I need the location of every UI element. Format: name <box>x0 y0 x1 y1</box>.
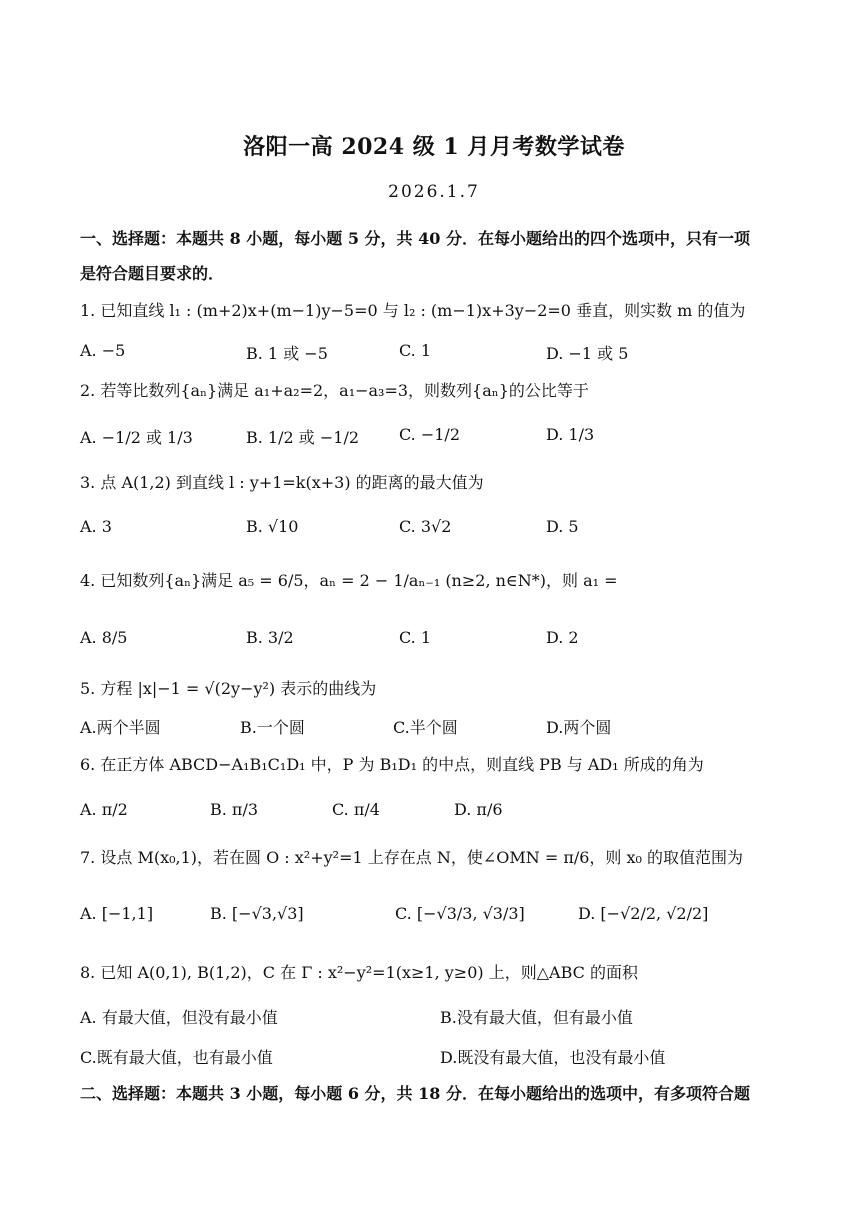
q7-option-b: B. [−√3,√3] <box>210 904 304 923</box>
q6-option-c: C. π/4 <box>332 800 380 819</box>
q2-option-c: C. −1/2 <box>399 425 460 444</box>
q2-option-a: A. −1/2 或 1/3 <box>80 428 193 447</box>
q4-option-c: C. 1 <box>399 628 432 647</box>
q8-option-b: B.没有最大值，但有最小值 <box>440 1008 633 1027</box>
exam-date: 2026.1.7 <box>388 182 480 202</box>
q4-option-a: A. 8/5 <box>80 628 128 647</box>
q3-option-d: D. 5 <box>546 517 579 536</box>
q8-option-a: A. 有最大值，但没有最小值 <box>80 1008 278 1027</box>
question-1-stem: 1. 已知直线 l₁ : (m+2)x+(m−1)y−5=0 与 l₂ : (m−1)x+3y−2=0 垂直，则实数 m 的值为 <box>80 301 746 320</box>
question-3-stem: 3. 点 A(1,2) 到直线 l : y+1=k(x+3) 的距离的最大值为 <box>80 473 484 492</box>
question-7-stem: 7. 设点 M(x₀,1)，若在圆 O : x²+y²=1 上存在点 N，使∠OMN = π/6，则 x₀ 的取值范围为 <box>80 848 744 867</box>
q1-option-c: C. 1 <box>399 341 432 360</box>
q8-option-c: C.既有最大值，也有最小值 <box>80 1048 273 1067</box>
q5-option-c: C.半个圆 <box>393 718 458 737</box>
q7-option-c: C. [−√3/3, √3/3] <box>395 904 525 923</box>
q2-option-d: D. 1/3 <box>546 425 595 444</box>
q7-option-a: A. [−1,1] <box>80 904 154 923</box>
q3-option-b: B. √10 <box>246 517 299 536</box>
q3-option-a: A. 3 <box>80 517 112 536</box>
question-4-stem: 4. 已知数列{aₙ}满足 a₅ = 6/5，aₙ = 2 − 1/aₙ₋₁ (n≥2, n∈N*)，则 a₁ = <box>80 571 618 590</box>
question-8-stem: 8. 已知 A(0,1), B(1,2)，C 在 Γ : x²−y²=1(x≥1, y≥0) 上，则△ABC 的面积 <box>80 963 638 982</box>
q6-option-b: B. π/3 <box>210 800 259 819</box>
q5-option-d: D.两个圆 <box>546 718 612 737</box>
q6-option-d: D. π/6 <box>454 800 503 819</box>
question-6-stem: 6. 在正方体 ABCD−A₁B₁C₁D₁ 中，P 为 B₁D₁ 的中点，则直线 PB 与 AD₁ 所成的角为 <box>80 755 704 774</box>
q4-option-d: D. 2 <box>546 628 579 647</box>
q1-option-d: D. −1 或 5 <box>546 344 629 363</box>
question-2-stem: 2. 若等比数列{aₙ}满足 a₁+a₂=2，a₁−a₃=3，则数列{aₙ}的公比等于 <box>80 381 589 400</box>
section2-heading: 二、选择题：本题共 3 小题，每小题 6 分，共 18 分．在每小题给出的选项中，有多项符合题 <box>80 1084 750 1103</box>
q5-option-b: B.一个圆 <box>240 718 305 737</box>
page-title: 洛阳一高 2024 级 1 月月考数学试卷 <box>243 134 625 160</box>
q4-option-b: B. 3/2 <box>246 628 294 647</box>
q5-option-a: A.两个半圆 <box>80 718 161 737</box>
q2-option-b: B. 1/2 或 −1/2 <box>246 428 360 447</box>
q6-option-a: A. π/2 <box>80 800 128 819</box>
q7-option-d: D. [−√2/2, √2/2] <box>578 904 709 923</box>
question-5-stem: 5. 方程 |x|−1 = √(2y−y²) 表示的曲线为 <box>80 679 377 698</box>
q1-option-b: B. 1 或 −5 <box>246 344 328 363</box>
q3-option-c: C. 3√2 <box>399 517 452 536</box>
q1-option-a: A. −5 <box>80 341 126 360</box>
section1-heading: 一、选择题：本题共 8 小题，每小题 5 分，共 40 分．在每小题给出的四个选项中，只有一项 <box>80 229 750 248</box>
q8-option-d: D.既没有最大值，也没有最小值 <box>440 1048 666 1067</box>
section1-heading-cont: 是符合题目要求的． <box>80 264 225 283</box>
